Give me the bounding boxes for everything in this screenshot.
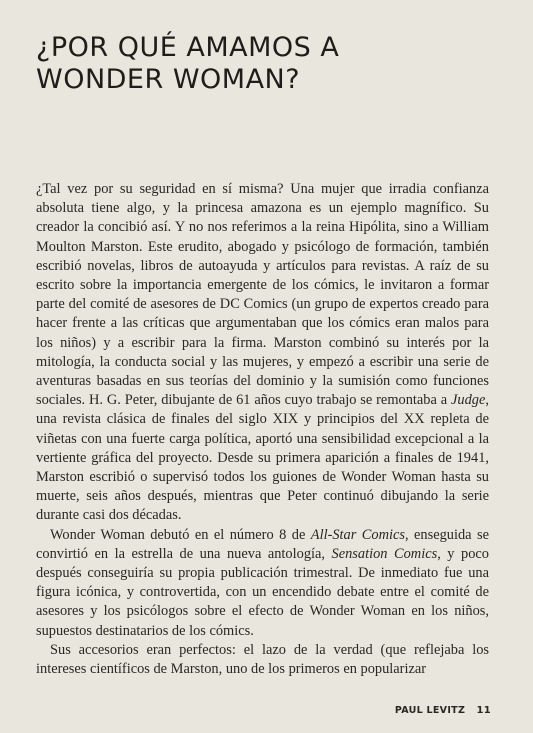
title-line: ¿POR QUÉ AMAMOS A [36, 32, 340, 63]
text-run: ¿Tal vez por su seguridad en sí misma? Una mujer que irradia confianza absoluta tiene algo, y la princesa amazona es un ejemplo magnífico. Su creador la concibió así. Y no nos referimos a la reina Hipólita, sino a William Moulton Marston. Este erudito, abogado y psicólogo de formación, también escribió novelas, libros de autoayuda y artículos para revistas. A raíz de su escrito sobre la importancia emergente de los cómics, le invitaron a formar parte del comité de asesores de DC Comics (un grupo de expertos creado para hacer frente a las críticas que argumentaban que los cómics eran malos para los niños) y a escribir para la firma. Marston combinó su interés por la mitología, la conducta social y las mujeres, y empezó a escribir una serie de aventuras basadas en sus teorías del dominio y la sumisión como funciones sociales. H. G. Peter, dibujante de 61 años cuyo trabajo se remontaba a [36, 181, 489, 409]
text-run: Sus accesorios eran perfectos: el lazo de la verdad (que reflejaba los intereses científicos de Marston, uno de los primeros en popularizar [36, 641, 489, 678]
italic-title: All-Star Comics [310, 526, 405, 543]
paragraph [36, 641, 489, 679]
text-run: , y poco después conseguiría su propia publicación trimestral. De inmediato fue una figura icónica, y controvertida, con un encendido debate entre el comité de asesores y los psicólogos sobre el efecto de Wonder Woman en los niños, supuestos destinatarios de los cómics. [36, 545, 489, 639]
page-number: 11 [476, 705, 491, 716]
paragraph [36, 526, 489, 641]
text-run: , una revista clásica de finales del siglo XIX y principios del XX repleta de viñetas con una fuerte carga política, aportó una sensibilidad excepcional a la vertiente gráfica del proyecto. Desde su primera aparición a finales de 1941, Marston escribió o supervisó todos los guiones de Wonder Woman hasta su muerte, seis años después, mientras que Peter continuó dibujando la serie durante casi dos décadas. [36, 392, 489, 524]
chapter-title [36, 32, 506, 96]
page-footer [395, 705, 491, 716]
text-run: Wonder Woman debutó en el número 8 de [50, 526, 311, 543]
italic-title: Sensation Comics [331, 545, 438, 562]
title-line: WONDER WOMAN? [36, 64, 301, 95]
paragraph [36, 180, 489, 526]
running-author: PAUL LEVITZ [394, 705, 466, 716]
text-run: , enseguida se convirtió en la estrella de una nueva antología, [36, 526, 489, 562]
italic-title: Judge [451, 392, 486, 409]
body-text [36, 180, 489, 679]
